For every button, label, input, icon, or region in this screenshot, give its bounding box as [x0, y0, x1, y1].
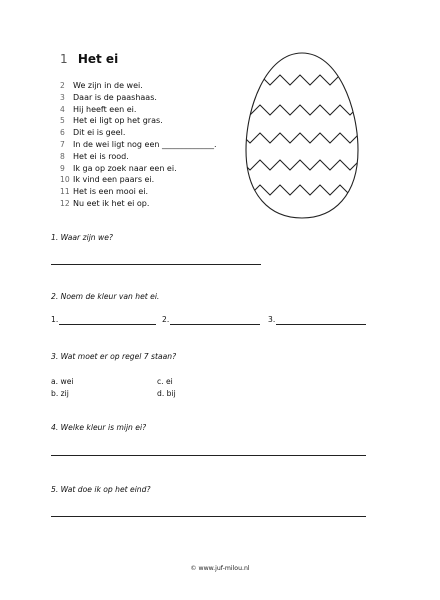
question-5: 5. Wat doe ik op het eind?	[51, 485, 151, 494]
answer-line-2-1[interactable]	[59, 324, 156, 325]
story-line: 7 In de wei ligt nog een _____________.	[60, 139, 217, 149]
egg-zigzag-stripe	[240, 105, 360, 115]
story-line: 10 Ik vind een paars ei.	[60, 175, 155, 185]
story-line: 3 Daar is de paashaas.	[60, 92, 157, 102]
answer-line-5[interactable]	[51, 516, 366, 517]
answer-slot-label-1: 1.	[51, 315, 59, 324]
story-line: 11 Het is een mooi ei.	[60, 187, 149, 197]
answer-slot-label-3: 3.	[268, 315, 276, 324]
question-1: 1. Waar zijn we?	[51, 233, 113, 242]
egg-zigzag-stripe	[240, 133, 360, 143]
question-3: 3. Wat moet er op regel 7 staan?	[51, 352, 177, 361]
egg-zigzag-stripe	[240, 185, 360, 195]
option-b[interactable]: b. zij	[51, 389, 69, 398]
worksheet-title	[60, 52, 118, 66]
story-line: 8 Het ei is rood.	[60, 151, 129, 161]
egg-zigzag-stripe	[240, 160, 360, 170]
answer-line-1[interactable]	[51, 264, 261, 265]
question-2: 2. Noem de kleur van het ei.	[51, 292, 160, 301]
story-line: 9 Ik ga op zoek naar een ei.	[60, 163, 177, 173]
answer-line-4[interactable]	[51, 455, 366, 456]
option-d[interactable]: d. bij	[157, 389, 176, 398]
option-a[interactable]: a. wei	[51, 377, 74, 386]
story-line: 5 Het ei ligt op het gras.	[60, 116, 163, 126]
copyright-footer: © www.juf-milou.nl	[190, 565, 250, 572]
option-c[interactable]: c. ei	[157, 377, 173, 386]
answer-line-2-2[interactable]	[170, 324, 260, 325]
story-line: 12 Nu eet ik het ei op.	[60, 198, 150, 208]
story-line: 4 Hij heeft een ei.	[60, 104, 137, 114]
story-line: 2 We zijn in de wei.	[60, 81, 143, 90]
page-title: Het ei	[77, 52, 119, 66]
story-line: 6 Dit ei is geel.	[60, 128, 126, 138]
story-text	[60, 80, 217, 210]
answer-line-2-3[interactable]	[276, 324, 366, 325]
question-4: 4. Welke kleur is mijn ei?	[51, 423, 147, 432]
title-line-number: 1	[60, 52, 68, 66]
answer-slot-label-2: 2.	[162, 315, 170, 324]
